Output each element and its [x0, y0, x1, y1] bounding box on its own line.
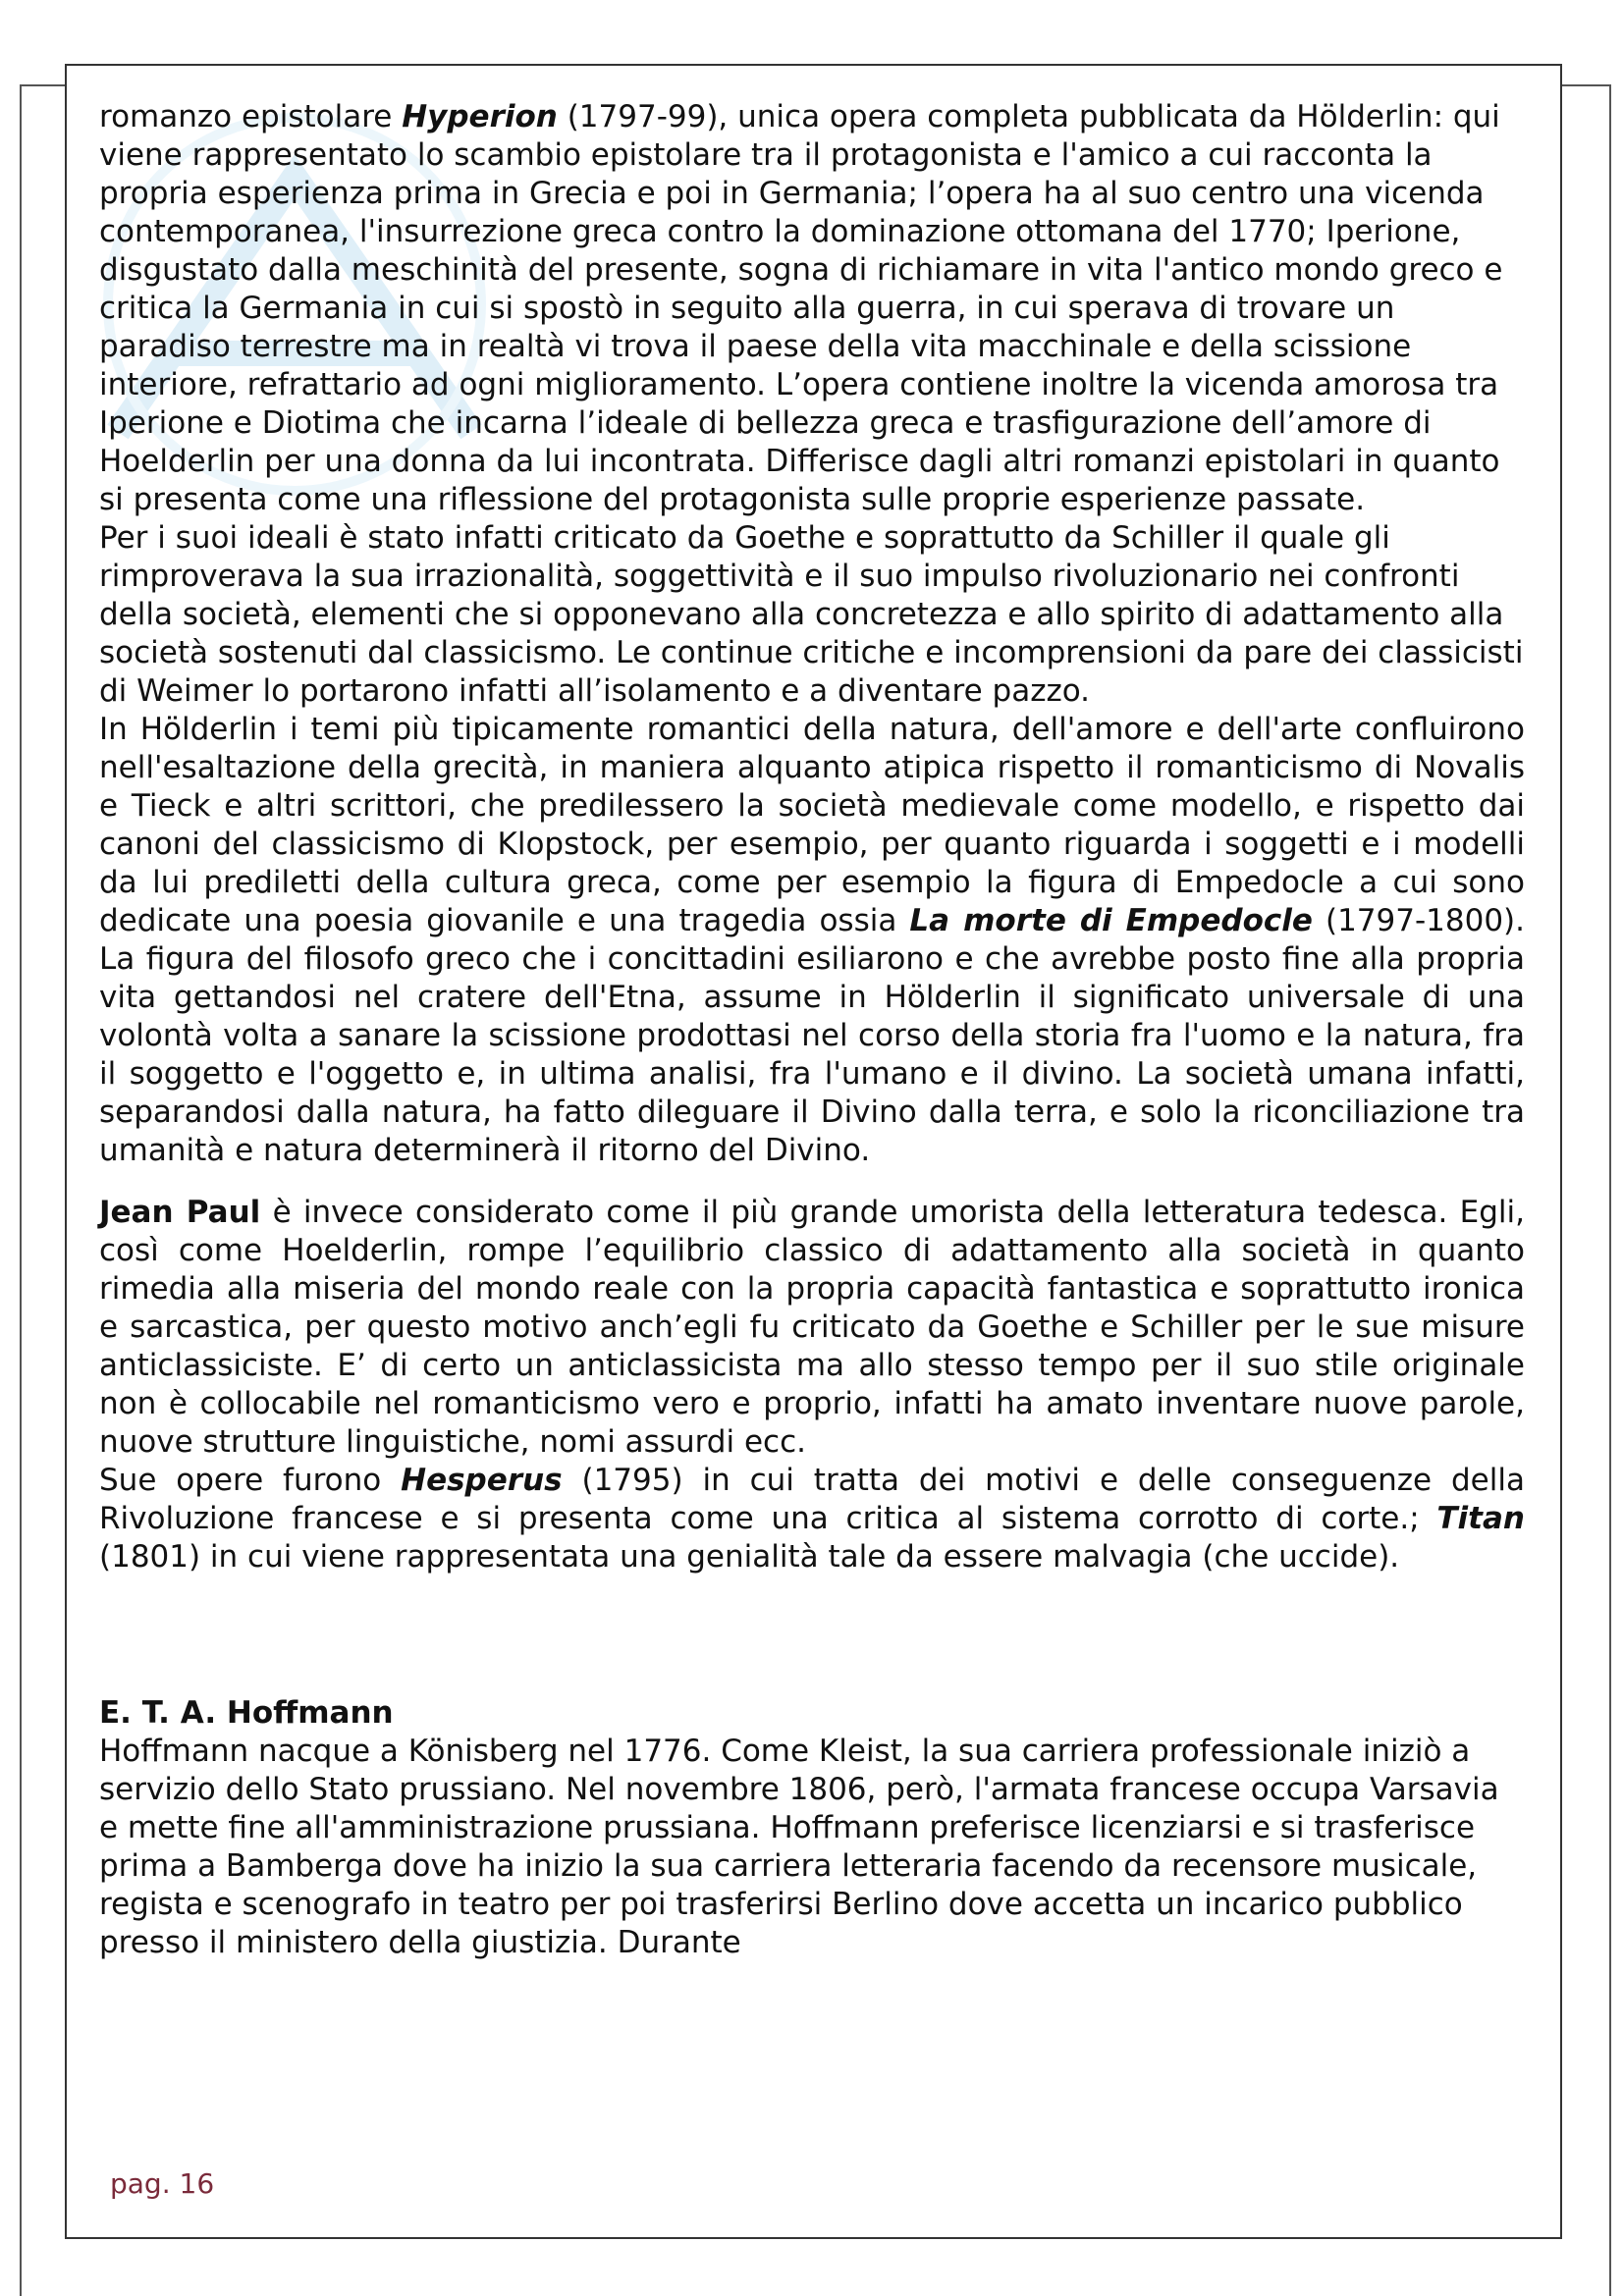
text-run: (1797-99), unica opera completa pubblicata da Hölderlin: qui viene rappresentato lo scambio epistolare tra il protagonista e l'amico a cui racconta la propria esperienza prima in Grecia e poi in Germania; l’opera ha al suo centro una vicenda contemporanea, l'insurrezione greca contro la dominazione ottomana del 1770; Iperione, disgustato dalla meschinità del presente, sogna di richiamare in vita l'antico mondo greco e critica la Germania in cui si spostò in seguito alla guerra, in cui sperava di trovare un paradiso terrestre ma in realtà vi trova il paese della vita macchinale e della scissione interiore, refrattario ad ogni miglioramento. L’opera contiene inoltre la vicenda amorosa tra Iperione e Diotima che incarna l’ideale di bellezza greca e trasfigurazione dell’amore di Hoelderlin per una donna da lui incontrata. Differisce dagli altri romanzi epistolari in quanto si presenta come una riflessione del protagonista sulle proprie esperienze passate.	[99, 99, 1503, 517]
text-run: è invece considerato come il più grande umorista della letteratura tedesca. Egli, così come Hoelderlin, rompe l’equilibrio classico di adattamento alla società in quanto rimedia alla miseria del mondo reale con la propria capacità fantastica e soprattutto ironica e sarcastica, per questo motivo anch’egli fu criticato da Goethe e Schiller per le sue misure anticlassiciste. E’ di certo un anticlassicista ma allo stesso tempo per il suo stile originale non è collocabile nel romanticismo vero e proprio, infatti ha amato inventare nuove parole, nuove strutture linguistiche, nomi assurdi ecc.	[99, 1195, 1526, 1460]
work-title: La morte di Empedocle	[909, 903, 1313, 938]
paragraph	[99, 519, 1525, 711]
section-gap	[99, 1576, 1525, 1694]
paragraph-gap	[99, 1170, 1525, 1194]
text-run: romanzo epistolare	[99, 99, 403, 134]
paragraph	[99, 711, 1525, 1170]
bold-name: Jean Paul	[99, 1195, 261, 1230]
text-run: Per i suoi ideali è stato infatti criticato da Goethe e soprattutto da Schiller il quale gli rimproverava la sua irrazionalità, soggettività e il suo impulso rivoluzionario nei confronti della società, elementi che si opponevano alla concretezza e allo spirito di adattamento alla società sostenuti dal classicismo. Le continue critiche e incomprensioni da pare dei classicisti di Weimer lo portarono infatti all’isolamento e a diventare pazzo.	[99, 520, 1524, 709]
work-title: Hesperus	[401, 1463, 563, 1498]
outer-border-left	[20, 84, 22, 2296]
paragraph	[99, 1462, 1525, 1576]
section-heading	[99, 1694, 1525, 1733]
paragraph	[99, 1194, 1525, 1462]
text-run: In Hölderlin i temi più tipicamente romantici della natura, dell'amore e dell'arte confluirono nell'esaltazione della grecità, in maniera alquanto atipica rispetto il romanticismo di Novalis e Tieck e altri scrittori, che predilessero la società medievale come modello, e rispetto dai canoni del classicismo di Klopstock, per esempio, per quanto riguarda i soggetti e i modelli da lui prediletti della cultura greca, come per esempio la figura di Empedocle a cui sono dedicate una poesia giovanile e una tragedia ossia	[99, 712, 1525, 938]
outer-border-top	[20, 84, 67, 86]
text-run: (1795) in cui tratta dei motivi e delle conseguenze della Rivoluzione francese e si presenta come una critica al sistema corrotto di corte.;	[99, 1463, 1525, 1536]
paragraph	[99, 1733, 1525, 1962]
outer-border-top-right	[1562, 84, 1611, 86]
work-title: Hyperion	[402, 99, 558, 134]
document-body	[99, 98, 1525, 1962]
page-number: pag. 16	[110, 2167, 215, 2200]
work-title: Titan	[1436, 1501, 1525, 1536]
text-run: Sue opere furono	[99, 1463, 402, 1498]
text-run: Hoffmann nacque a Könisberg nel 1776. Come Kleist, la sua carriera professionale iniziò a servizio dello Stato prussiano. Nel novembre 1806, però, l'armata francese occupa Varsavia e mette fine all'amministrazione prussiana. Hoffmann preferisce licenziarsi e si trasferisce prima a Bamberga dove ha inizio la sua carriera letteraria facendo da recensore musicale, regista e scenografo in teatro per poi trasferirsi Berlino dove accetta un incarico pubblico presso il ministero della giustizia. Durante	[99, 1734, 1499, 1960]
bold-name: E. T. A. Hoffmann	[99, 1695, 394, 1731]
text-run: (1797-1800). La figura del filosofo greco che i concittadini esiliarono e che avrebbe posto fine alla propria vita gettandosi nel cratere dell'Etna, assume in Hölderlin il significato universale di una volontà volta a sanare la scissione prodottasi nel corso della storia fra l'uomo e la natura, fra il soggetto e l'oggetto e, in ultima analisi, fra l'umano e il divino. La società umana infatti, separandosi dalla natura, ha fatto dileguare il Divino dalla terra, e solo la riconciliazione tra umanità e natura determinerà il ritorno del Divino.	[99, 903, 1525, 1168]
outer-border-right	[1609, 84, 1611, 2296]
paragraph	[99, 98, 1525, 519]
text-run: (1801) in cui viene rappresentata una genialità tale da essere malvagia (che uccide).	[99, 1539, 1400, 1575]
